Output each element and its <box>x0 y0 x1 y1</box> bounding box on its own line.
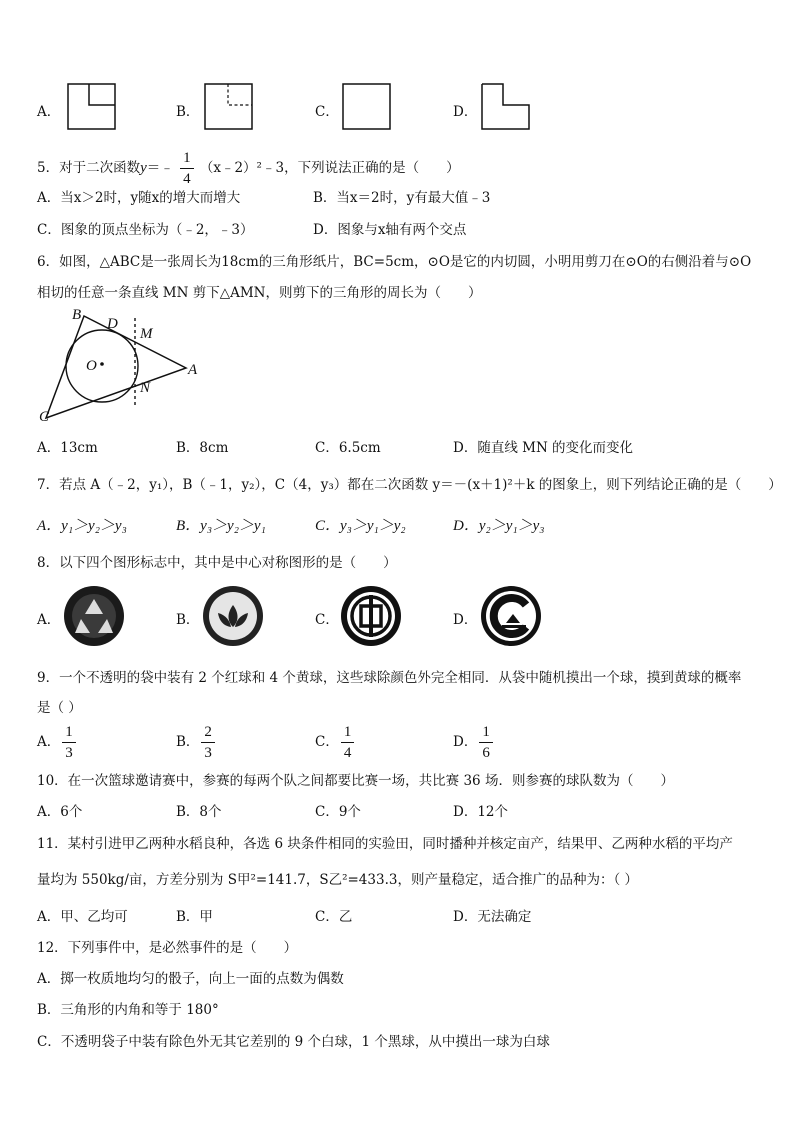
q7-option-c: C．y₃＞y₁＞y₂ <box>315 518 406 534</box>
incircle-o <box>66 330 138 402</box>
q9-option-c <box>315 722 356 763</box>
q5-fraction-den: 4 <box>183 171 191 187</box>
q6-line2: 相切的任意一条直线 MN 剪下△AMN，则剪下的三角形的周长为（ ） <box>37 285 482 301</box>
bank-logo-icon <box>340 585 402 647</box>
q5-option-a: A．当x＞2时，y随x的增大而增大 <box>37 190 241 206</box>
q9-option-c-letter: C． <box>315 734 339 750</box>
q10-option-b: B．8个 <box>176 804 222 820</box>
q10-option-d: D．12个 <box>453 804 509 820</box>
q6-label-c: C <box>39 409 50 425</box>
q9-option-b <box>176 722 217 763</box>
q4-option-d-letter: D． <box>453 104 478 120</box>
q4-figure-c <box>342 83 392 131</box>
q10-option-c: C．9个 <box>315 804 361 820</box>
q9-option-d-den: 6 <box>482 745 490 761</box>
q9-option-a-den: 3 <box>65 745 73 761</box>
q6-label-n: N <box>140 380 151 396</box>
q8-option-a-letter: A． <box>37 612 61 628</box>
q11-option-d: D．无法确定 <box>453 909 532 925</box>
q12-option-b: B．三角形的内角和等于 180° <box>37 1002 219 1018</box>
q9-option-a <box>37 722 78 763</box>
q4-option-c-letter: C． <box>315 104 339 120</box>
q4-figure-b <box>204 83 254 131</box>
q5-option-b: B．当x＝2时，y有最大值﹣3 <box>313 190 491 206</box>
q7-option-a: A．y₁＞y₂＞y₃ <box>37 518 127 534</box>
q6-line1: 6．如图，△ABC是一张周长为18cm的三角形纸片，BC=5cm，⊙O是它的内切圆，小明用剪刀在⊙O的右侧沿着与⊙O <box>37 254 752 270</box>
q5-y: y <box>140 160 147 176</box>
q12-option-a: A．掷一枚质地均匀的骰子，向上一面的点数为偶数 <box>37 971 344 987</box>
q9-option-d-letter: D． <box>453 734 478 750</box>
q8-option-b-letter: B． <box>176 612 200 628</box>
q9-option-b-letter: B． <box>176 734 200 750</box>
q5-expr: （x﹣2）²﹣3，下列说法正确的是（ ） <box>199 160 460 176</box>
q9-option-b-den: 3 <box>204 745 212 761</box>
q11-option-c: C．乙 <box>315 909 353 925</box>
q6-label-o: O <box>86 358 97 374</box>
q6-figure <box>38 306 208 426</box>
q9-option-a-letter: A． <box>37 734 61 750</box>
q4-option-a-letter: A． <box>37 104 61 120</box>
q11-option-b: B．甲 <box>176 909 213 925</box>
q10-option-a: A．6个 <box>37 804 83 820</box>
q6-option-c: C．6.5cm <box>315 440 381 456</box>
q5-fraction-num: 1 <box>180 148 194 169</box>
q6-label-a: A <box>188 362 198 378</box>
q6-option-d: D．随直线 MN 的变化而变化 <box>453 440 634 456</box>
q5-eq: ＝﹣ <box>146 160 174 176</box>
q6-label-d: D <box>107 316 118 332</box>
q9-line1: 9．一个不透明的袋中装有 2 个红球和 4 个黄球，这些球除颜色外完全相同．从袋中随机摸出一个球，摸到黄球的概率 <box>37 670 742 686</box>
q10-stem: 10．在一次篮球邀请赛中，参赛的每两个队之间都要比赛一场，共比赛 36 场．则参赛的球队数为（ ） <box>37 773 674 789</box>
recycle-logo-icon <box>63 585 125 647</box>
q9-option-d-num: 1 <box>479 722 493 743</box>
q9-line2: 是（ ） <box>37 700 82 716</box>
q9-option-d <box>453 722 495 763</box>
q6-label-b: B <box>72 307 82 323</box>
q8-stem: 8．以下四个图形标志中，其中是中心对称图形的是（ ） <box>37 555 397 571</box>
q7-option-d: D．y₂＞y₁＞y₃ <box>453 518 545 534</box>
q6-option-b: B．8cm <box>176 440 229 456</box>
q8-option-c-letter: C． <box>315 612 339 628</box>
q9-option-b-num: 2 <box>201 722 215 743</box>
q11-option-a: A．甲、乙均可 <box>37 909 128 925</box>
q11-line2: 量均为 550kg/亩，方差分别为 S甲²=141.7，S乙²=433.3，则产量稳定，适合推广的品种为：（ ） <box>37 872 638 888</box>
q5-stem-prefix: 5．对于二次函数 <box>37 160 141 176</box>
q5-option-c: C．图象的顶点坐标为（﹣2，﹣3） <box>37 222 254 238</box>
q11-line1: 11．某村引进甲乙两种水稻良种，各选 6 块条件相同的实验田，同时播种并核定亩产，结果甲、乙两种水稻的平均产 <box>37 836 733 852</box>
leaf-logo-icon <box>202 585 264 647</box>
q4-option-b-letter: B． <box>176 104 200 120</box>
q5-option-d: D．图象与x轴有两个交点 <box>313 222 467 238</box>
q9-option-a-num: 1 <box>62 722 76 743</box>
q12-option-c: C．不透明袋子中装有除色外无其它差别的 9 个白球，1 个黑球，从中摸出一球为白球 <box>37 1034 550 1050</box>
q9-option-c-den: 4 <box>343 745 352 761</box>
q6-option-a: A．13cm <box>37 440 98 456</box>
c-mountain-logo-icon <box>480 585 542 647</box>
q4-figure-a <box>67 83 117 131</box>
q5-stem <box>37 148 460 189</box>
q5-fraction <box>180 148 194 189</box>
q4-figure-d <box>481 83 531 131</box>
q7-option-b: B．y₃＞y₂＞y₁ <box>176 518 266 534</box>
q12-stem: 12．下列事件中，是必然事件的是（ ） <box>37 940 298 956</box>
q9-option-c-num: 1 <box>341 722 355 743</box>
q8-option-d-letter: D． <box>453 612 478 628</box>
q7-stem: 7．若点 A（﹣2，y₁），B（﹣1，y₂），C（4，y₃）都在二次函数 y＝－(x＋1)²＋k 的图象上，则下列结论正确的是（ ） <box>37 477 782 493</box>
q6-label-m: M <box>140 326 153 342</box>
